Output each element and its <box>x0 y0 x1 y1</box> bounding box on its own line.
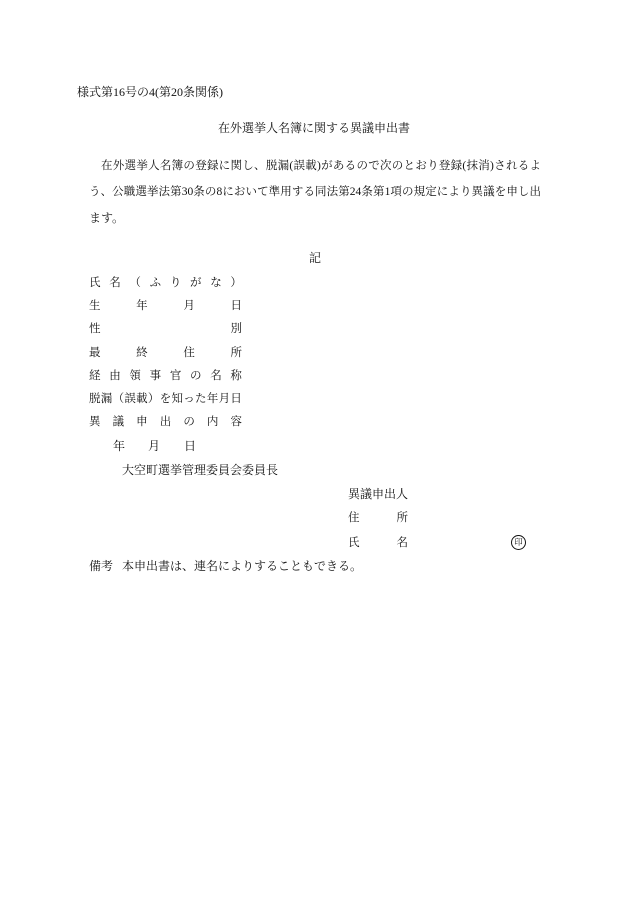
date-month-label: 月 <box>148 439 161 453</box>
field-label-name-furigana <box>89 276 242 290</box>
ki-heading: 記 <box>309 251 322 265</box>
label-char: 経 <box>89 370 101 382</box>
label-char: 名 <box>109 277 121 289</box>
label-char: （ <box>112 393 125 405</box>
body-line-2: う、公職選挙法第30条の8において準用する同法第24条第1項の規定により異議を申し出 <box>89 186 541 198</box>
label-char: 出 <box>159 416 172 428</box>
applicant-address-label <box>348 511 408 525</box>
field-label-last-address <box>89 346 242 360</box>
label-char: 容 <box>230 416 242 428</box>
label-char: 月 <box>183 300 195 312</box>
label-char: 別 <box>230 323 242 335</box>
label-char: 氏 <box>348 537 360 549</box>
label-char: 領 <box>129 370 141 382</box>
label-char: ） <box>147 393 160 405</box>
label-char: ふ <box>149 277 162 289</box>
label-char: っ <box>183 393 195 405</box>
label-char: 異 <box>89 416 101 428</box>
field-label-birthdate <box>89 299 242 313</box>
label-char: 所 <box>396 512 408 524</box>
label-char: 名 <box>210 370 222 382</box>
date-day-label: 日 <box>184 439 197 453</box>
form-number: 様式第16号の4(第20条関係) <box>77 85 223 99</box>
label-char: ） <box>230 277 242 289</box>
label-char: 終 <box>136 347 148 359</box>
remarks-text: 本申出書は、連名によりすることもできる。 <box>122 559 363 573</box>
label-char: 漏 <box>100 393 113 405</box>
applicant-heading: 異議申出人 <box>348 487 409 501</box>
seal-mark: 印 <box>511 535 526 550</box>
label-char: 議 <box>112 416 125 428</box>
label-char: 年 <box>136 300 148 312</box>
label-char: 脱 <box>89 393 101 405</box>
field-label-date-discovered <box>89 392 242 406</box>
label-char: 内 <box>206 416 219 428</box>
label-char: の <box>190 370 202 382</box>
field-label-consular-office <box>89 369 242 383</box>
label-char: 住 <box>348 512 360 524</box>
label-char: 年 <box>206 393 219 405</box>
label-char: 申 <box>136 416 148 428</box>
label-char: 生 <box>89 300 101 312</box>
label-char: 所 <box>230 347 242 359</box>
label-char: を <box>159 393 172 405</box>
label-char: 知 <box>171 393 183 405</box>
label-char: 称 <box>230 370 242 382</box>
label-char: 月 <box>218 393 231 405</box>
label-char: 日 <box>230 393 242 405</box>
label-char: が <box>190 277 202 289</box>
body-line-1: 在外選挙人名簿の登録に関し、脱漏(誤載)があるので次のとおり登録(抹消)されるよ <box>101 160 541 172</box>
field-label-sex <box>89 322 242 336</box>
label-char: 誤 <box>124 393 136 405</box>
label-char: 氏 <box>89 277 101 289</box>
label-char: の <box>183 416 195 428</box>
label-char: な <box>210 277 222 289</box>
label-char: 載 <box>136 393 148 405</box>
body-line-3: ます。 <box>89 211 125 225</box>
label-char: 由 <box>109 370 121 382</box>
label-char: 官 <box>169 370 182 382</box>
label-char: 性 <box>89 323 101 335</box>
label-char: 日 <box>230 300 242 312</box>
remarks-label: 備考 <box>89 559 114 573</box>
label-char: り <box>169 277 182 289</box>
date-year-label: 年 <box>113 439 126 453</box>
label-char: 事 <box>149 370 162 382</box>
label-char: た <box>195 393 207 405</box>
label-char: 最 <box>89 347 101 359</box>
addressee: 大空町選挙管理委員会委員長 <box>122 463 279 477</box>
label-char: 名 <box>396 537 408 549</box>
field-label-objection-content <box>89 415 242 429</box>
label-char: 住 <box>183 347 195 359</box>
label-char: （ <box>129 277 141 289</box>
document-title: 在外選挙人名簿に関する異議申出書 <box>218 121 411 135</box>
applicant-name-label <box>348 536 408 550</box>
